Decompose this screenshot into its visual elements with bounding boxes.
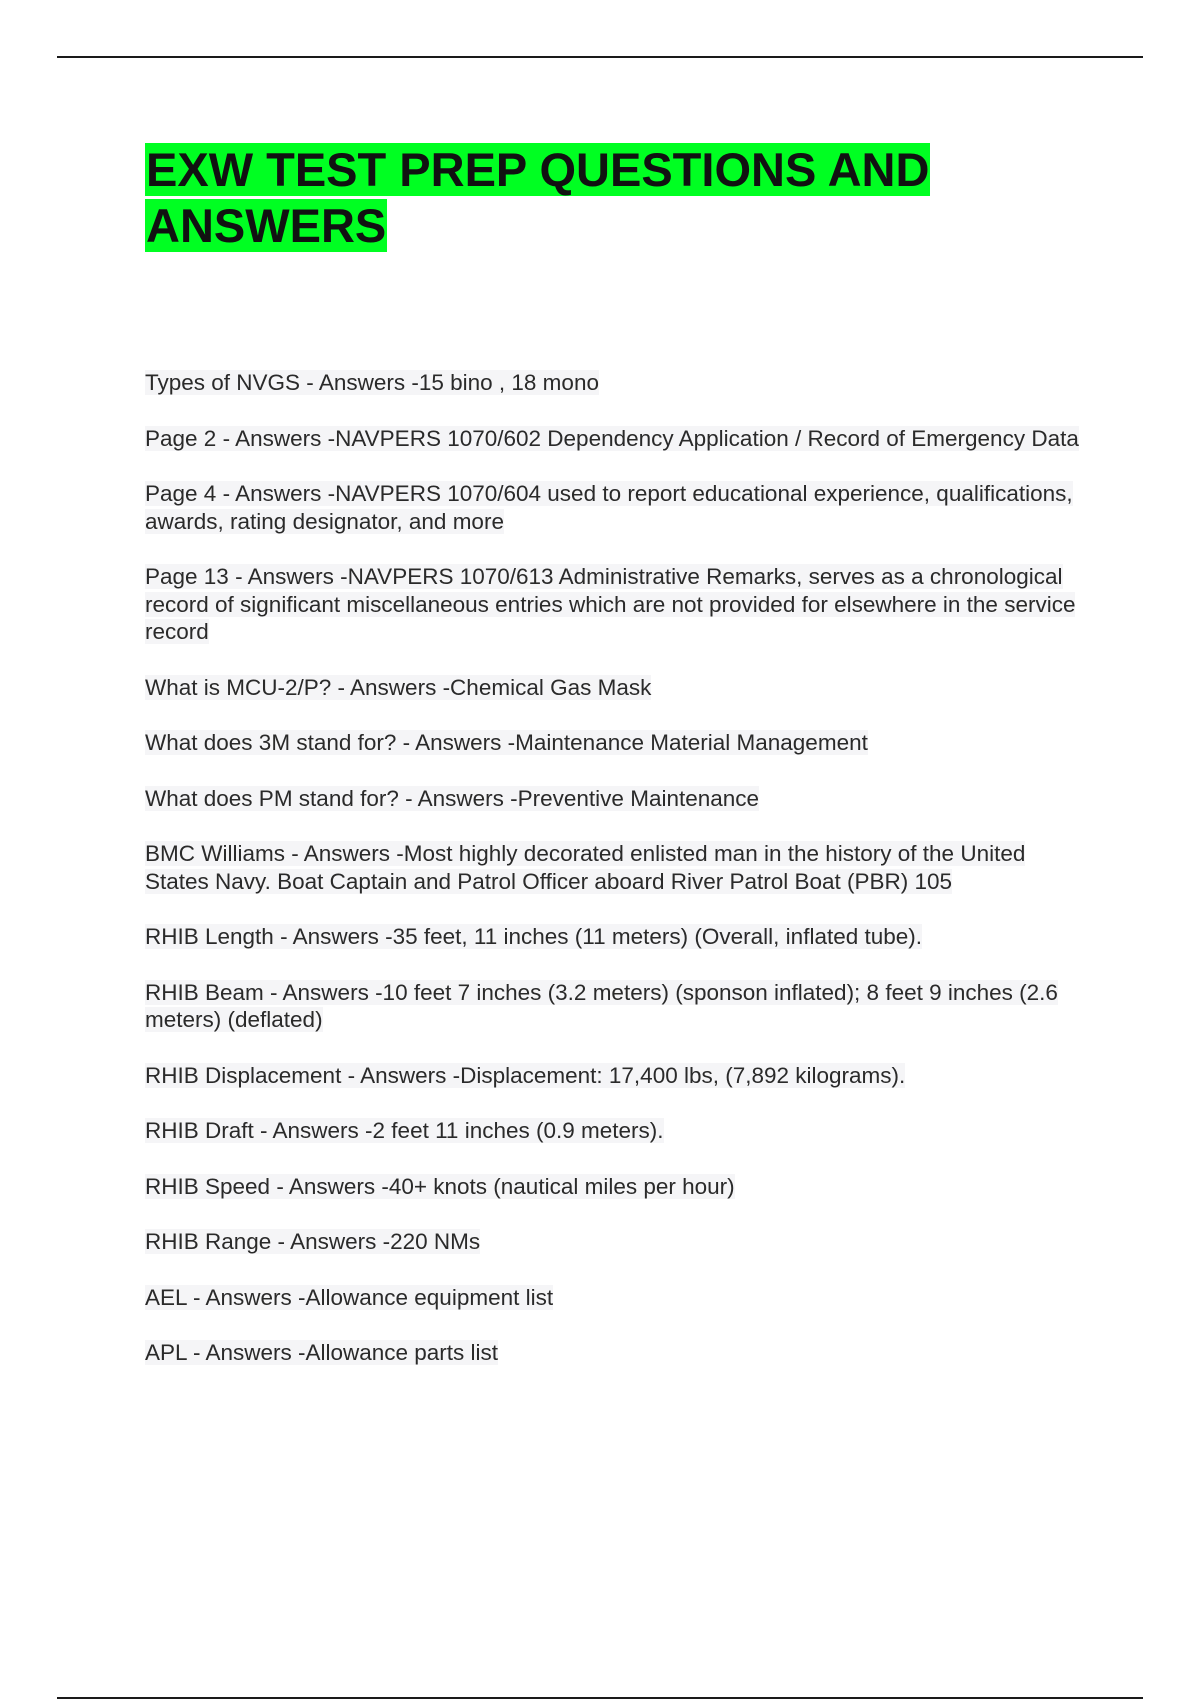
qa-item-text: Page 2 - Answers -NAVPERS 1070/602 Dependency Application / Record of Emergency Data [145,425,1079,451]
qa-item-text: Page 4 - Answers -NAVPERS 1070/604 used to report educational experience, qualifications, awards, rating designator, and more [145,481,1073,534]
qa-item [145,785,1095,813]
qa-item [145,1117,1095,1145]
qa-item-text: RHIB Beam - Answers -10 feet 7 inches (3.2 meters) (sponson inflated); 8 feet 9 inches (2.6 meters) (deflated) [145,979,1058,1032]
qa-item [145,1228,1095,1256]
document-title [145,142,1045,254]
qa-item [145,840,1095,895]
qa-item-text: RHIB Displacement - Answers -Displacement: 17,400 lbs, (7,892 kilograms). [145,1062,906,1088]
qa-item [145,1173,1095,1201]
qa-item [145,1284,1095,1312]
qa-item [145,674,1095,702]
qa-item-text: RHIB Draft - Answers -2 feet 11 inches (0.9 meters). [145,1118,664,1143]
qa-item-text: BMC Williams - Answers -Most highly decorated enlisted man in the history of the United States Navy. Boat Captain and Patrol Officer aboard River Patrol Boat (PBR) 105 [145,841,1026,894]
qa-item-text: AEL - Answers -Allowance equipment list [145,1284,554,1310]
bottom-rule [57,1697,1143,1699]
qa-item-text: Types of NVGS - Answers -15 bino , 18 mono [145,370,599,395]
qa-item [145,425,1095,453]
qa-item-text: RHIB Speed - Answers -40+ knots (nautical miles per hour) [145,1173,735,1199]
qa-item [145,979,1095,1034]
qa-item-text: What does PM stand for? - Answers -Preventive Maintenance [145,785,760,811]
qa-item-text: RHIB Range - Answers -220 NMs [145,1229,481,1254]
qa-item-text: APL - Answers -Allowance parts list [145,1340,499,1365]
qa-item-text: What does 3M stand for? - Answers -Maintenance Material Management [145,730,868,755]
qa-item [145,1062,1095,1090]
qa-item [145,1339,1095,1367]
qa-item [145,923,1095,951]
qa-item-text: Page 13 - Answers -NAVPERS 1070/613 Administrative Remarks, serves as a chronological record of significant miscellaneous entries which are not provided for elsewhere in the service record [145,564,1076,644]
document-title-text: EXW TEST PREP QUESTIONS AND ANSWERS [146,143,930,252]
top-rule [57,56,1143,58]
qa-item-text: What is MCU-2/P? - Answers -Chemical Gas Mask [145,674,652,700]
qa-item [145,563,1095,646]
qa-item-text: RHIB Length - Answers -35 feet, 11 inches (11 meters) (Overall, inflated tube). [145,924,923,949]
qa-list [145,369,1095,1395]
qa-item [145,369,1095,397]
qa-item [145,480,1095,535]
qa-item [145,729,1095,757]
